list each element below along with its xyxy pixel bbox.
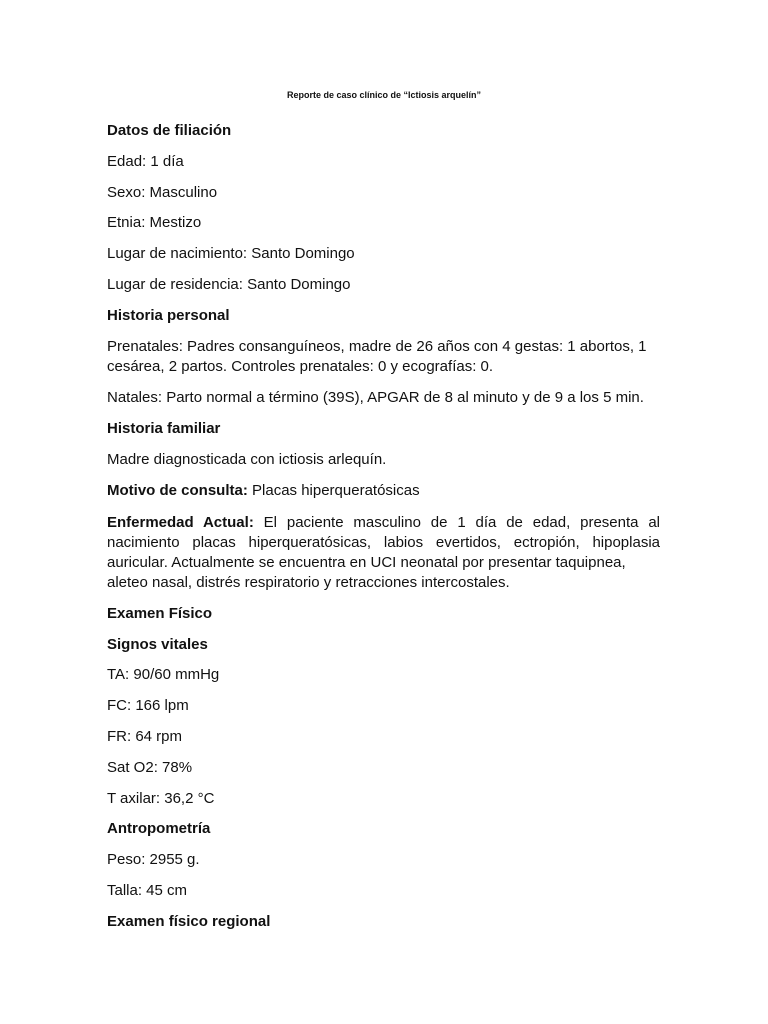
field-fc: FC: 166 lpm [107,697,189,714]
field-lugar-nacimiento: Lugar de nacimiento: Santo Domingo [107,245,355,262]
field-edad: Edad: 1 día [107,153,184,170]
field-talla: Talla: 45 cm [107,882,188,899]
section-heading-examen-fisico: Examen Físico [107,605,213,622]
field-ta: TA: 90/60 mmHg [107,666,220,683]
document-title: Reporte de caso clínico de “Ictiosis arquelín” [286,90,482,100]
prenatales-line-2: cesárea, 2 partos. Controles prenatales: 0 y ecografías: 0. [107,358,494,375]
section-heading-examen-fisico-regional: Examen físico regional [107,913,271,930]
enfermedad-actual-paragraph [107,513,660,593]
prenatales-line-1: Prenatales: Padres consanguíneos, madre de 26 años con 4 gestas: 1 abortos, 1 [107,338,647,355]
field-etnia: Etnia: Mestizo [107,214,202,231]
field-fr: FR: 64 rpm [107,728,183,745]
field-peso: Peso: 2955 g. [107,851,200,868]
section-heading-historia-familiar: Historia familiar [107,420,221,437]
enfermedad-actual-text: El paciente masculino de 1 día de edad, presenta al nacimiento placas hiperqueratósicas, labios evertidos, ectropión, hipoplasia auricular. Actualmente se encuentra en UCI neonatal por presentar taquipnea, [107,514,661,571]
field-sexo: Sexo: Masculino [107,184,218,201]
enfermedad-actual-last-line: aleteo nasal, distrés respiratorio y retracciones intercostales. [107,574,510,591]
motivo-consulta-label: Motivo de consulta: [107,482,248,499]
historia-familiar-text: Madre diagnosticada con ictiosis arlequín. [107,451,387,468]
motivo-consulta-text: Placas hiperqueratósicas [247,482,420,499]
section-heading-historia-personal: Historia personal [107,307,230,324]
field-natales: Natales: Parto normal a término (39S), APGAR de 8 al minuto y de 9 a los 5 min. [107,389,644,406]
section-heading-datos-filiacion: Datos de filiación [107,122,232,139]
enfermedad-actual-label: Enfermedad Actual: [107,514,254,531]
field-lugar-residencia: Lugar de residencia: Santo Domingo [107,276,351,293]
field-t-axilar: T axilar: 36,2 °C [107,790,215,807]
section-heading-signos-vitales: Signos vitales [107,636,208,653]
motivo-consulta [107,481,662,501]
field-sat-o2: Sat O2: 78% [107,759,193,776]
section-heading-antropometria: Antropometría [107,820,211,837]
